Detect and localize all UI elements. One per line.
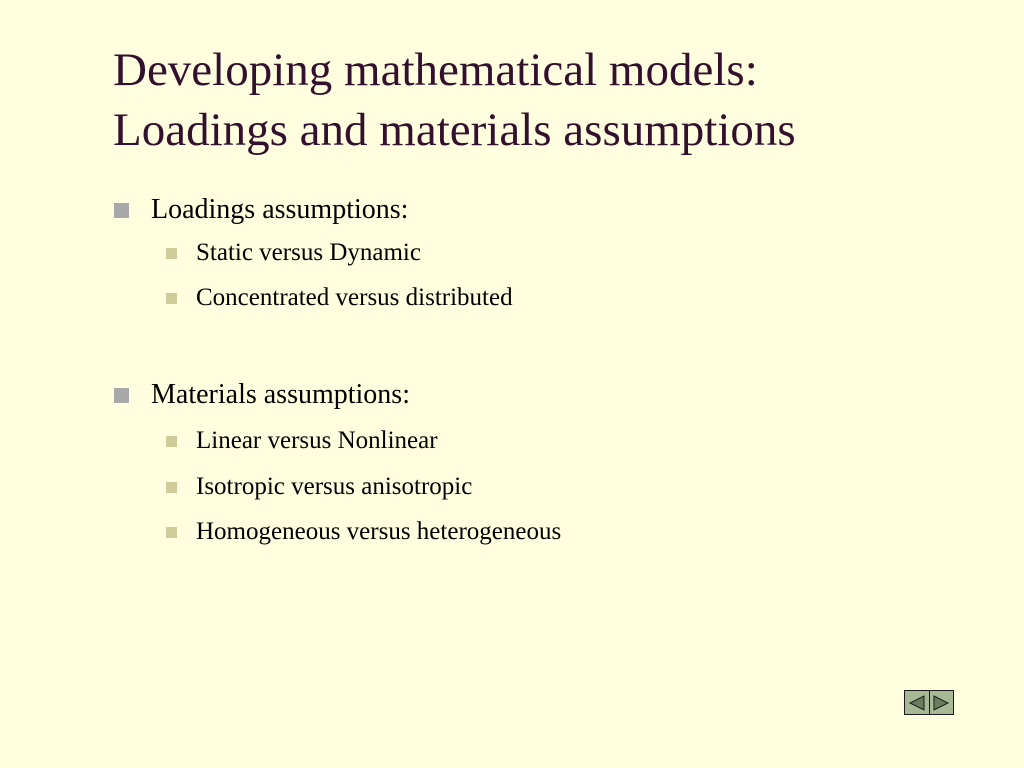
square-bullet-icon: [114, 388, 129, 403]
list-item-text: Concentrated versus distributed: [196, 284, 513, 311]
triangle-right-icon: [932, 695, 950, 711]
list-item-text: Homogeneous versus heterogeneous: [196, 518, 562, 545]
square-bullet-icon: [166, 436, 177, 447]
square-bullet-icon: [166, 527, 177, 538]
list-item-text: Static versus Dynamic: [196, 239, 421, 266]
title-line-2: Loadings and materials assumptions: [113, 104, 796, 156]
square-bullet-icon: [166, 293, 177, 304]
list-item-text: Linear versus Nonlinear: [196, 427, 438, 454]
triangle-left-icon: [908, 695, 926, 711]
square-bullet-icon: [166, 248, 177, 259]
previous-slide-button[interactable]: [905, 691, 929, 714]
slide-title: [113, 40, 796, 160]
slide-navigation: [904, 690, 954, 715]
section-heading-text: Loadings assumptions:: [151, 194, 409, 225]
next-slide-button[interactable]: [929, 691, 954, 714]
title-line-1: Developing mathematical models:: [113, 44, 758, 96]
list-item-text: Isotropic versus anisotropic: [196, 473, 473, 500]
section-heading-text: Materials assumptions:: [151, 379, 410, 410]
square-bullet-icon: [114, 203, 129, 218]
square-bullet-icon: [166, 482, 177, 493]
